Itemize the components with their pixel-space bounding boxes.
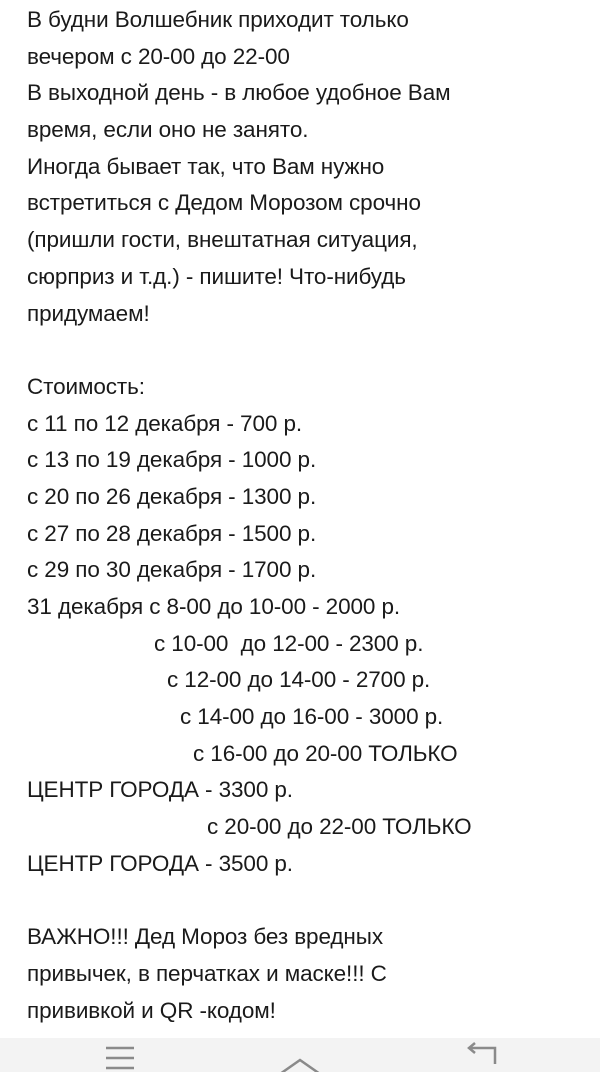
text-line: Иногда бывает так, что Вам нужно xyxy=(27,153,385,179)
important-line: ВАЖНО!!! Дед Мороз без вредных xyxy=(27,924,383,950)
price-line: с 29 по 30 декабря - 1700 р. xyxy=(27,557,317,583)
text-line: (пришли гости, внештатная ситуация, xyxy=(27,227,418,253)
text-line: сюрприз и т.д.) - пишите! Что-нибудь xyxy=(27,263,406,289)
pricing-title: Стоимость: xyxy=(27,373,145,399)
text-line: В будни Волшебник приходит только xyxy=(27,7,409,32)
important-line: привычек, в перчатках и маске!!! С xyxy=(27,960,387,986)
price-line: ЦЕНТР ГОРОДА - 3300 р. xyxy=(27,777,293,803)
message-text xyxy=(27,2,590,1029)
system-navigation-bar xyxy=(0,1038,600,1072)
home-button[interactable] xyxy=(260,1038,340,1072)
price-line: 31 декабря с 8-00 до 10-00 - 2000 р. xyxy=(27,594,401,619)
blank-line xyxy=(27,332,590,369)
price-line: с 14-00 до 16-00 - 3000 р. xyxy=(180,704,444,730)
blank-line xyxy=(27,883,590,920)
home-icon xyxy=(260,1038,340,1072)
back-icon xyxy=(440,1038,520,1072)
menu-button[interactable] xyxy=(80,1038,160,1072)
price-line: с 10-00 до 12-00 - 2300 р. xyxy=(154,630,424,656)
price-line: ЦЕНТР ГОРОДА - 3500 р. xyxy=(27,850,293,876)
text-line: придумаем! xyxy=(27,300,150,326)
text-line: В выходной день - в любое удобное Вам xyxy=(27,80,451,106)
price-line: с 20-00 до 22-00 ТОЛЬКО xyxy=(207,814,472,840)
menu-icon xyxy=(80,1038,160,1072)
important-line: прививкой и QR -кодом! xyxy=(27,997,276,1023)
price-line: с 16-00 до 20-00 ТОЛЬКО xyxy=(193,740,458,766)
text-line: время, если оно не занято. xyxy=(27,117,309,143)
text-line: встретиться с Дедом Морозом срочно xyxy=(27,190,421,216)
pricing-list xyxy=(27,406,590,883)
price-line: с 13 по 19 декабря - 1000 р. xyxy=(27,447,317,473)
back-button[interactable] xyxy=(440,1038,520,1072)
price-line: с 11 по 12 декабря - 700 р. xyxy=(27,410,303,436)
text-line: вечером с 20-00 до 22-00 xyxy=(27,43,290,69)
price-line: с 27 по 28 декабря - 1500 р. xyxy=(27,520,317,546)
price-line: с 12-00 до 14-00 - 2700 р. xyxy=(167,667,431,693)
price-line: с 20 по 26 декабря - 1300 р. xyxy=(27,483,317,509)
